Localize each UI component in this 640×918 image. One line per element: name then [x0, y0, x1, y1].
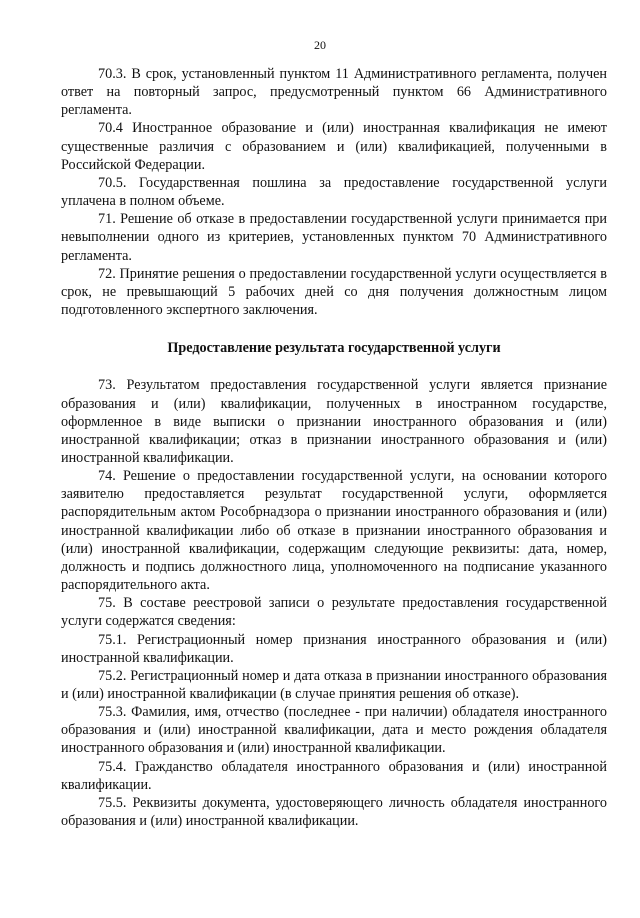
section-heading: Предоставление результата государственной услуги	[167, 340, 501, 357]
paragraph-75-4: 75.4. Гражданство обладателя иностранного образования и (или) иностранной квалификации.	[61, 758, 607, 793]
paragraph-75: 75. В составе реестровой записи о результате предоставления государственной услуги содержатся сведения:	[61, 595, 607, 630]
paragraph-72: 72. Принятие решения о предоставлении государственной услуги осуществляется в срок, не превышающий 5 рабочих дней со дня получения должностным лицом подготовленного экспертного заключения.	[61, 265, 607, 319]
document-body	[61, 65, 607, 830]
paragraph-75-2: 75.2. Регистрационный номер и дата отказа в признании иностранного образования и (или) иностранной квалификации (в случае принятия решения об отказе).	[61, 667, 607, 702]
paragraph-73: 73. Результатом предоставления государственной услуги является признание образования и (или) квалификации, полученных в иностранном государстве, оформленное в виде выписки о признании иностранного образования и (или) иностранной квалификации; отказ в признании иностранного образования и (или) иностранной квалификации.	[61, 377, 607, 466]
paragraph-75-5: 75.5. Реквизиты документа, удостоверяющего личность обладателя иностранного образования и (или) иностранной квалификации.	[61, 794, 607, 830]
paragraph-71: 71. Решение об отказе в предоставлении государственной услуги принимается при невыполнении одного из критериев, установленных пунктом 70 Административного регламента.	[61, 211, 607, 264]
paragraph-70-4: 70.4 Иностранное образование и (или) иностранная квалификация не имеют существенные различия с образованием и (или) квалификацией, полученными в Российской Федерации.	[61, 120, 607, 173]
paragraph-75-1: 75.1. Регистрационный номер признания иностранного образования и (или) иностранной квалификации.	[61, 631, 607, 666]
page-number: 20	[314, 38, 326, 52]
paragraph-70-5: 70.5. Государственная пошлина за предоставление государственной услуги уплачена в полном объеме.	[61, 174, 607, 210]
paragraph-74: 74. Решение о предоставлении государственной услуги, на основании которого заявителю предоставляется результат государственной услуги, оформляется распорядительным актом Рособрнадзора о признании иностранного образования и (или) иностранной квалификации либо об отказе в признании иностранного образования и (или) иностранной квалификации, содержащим следующие реквизиты: дата, номер, должность и подпись должностного лица, уполномоченного на подписание указанного распорядительного акта.	[61, 468, 607, 594]
paragraph-75-3: 75.3. Фамилия, имя, отчество (последнее - при наличии) обладателя иностранного образования и (или) иностранной квалификации, дата и место рождения обладателя иностранного образования и (или) иностранной квалификации.	[61, 704, 607, 757]
paragraph-70-3: 70.3. В срок, установленный пунктом 11 Административного регламента, получен ответ на повторный запрос, предусмотренный пунктом 66 Административного регламента.	[61, 66, 607, 119]
